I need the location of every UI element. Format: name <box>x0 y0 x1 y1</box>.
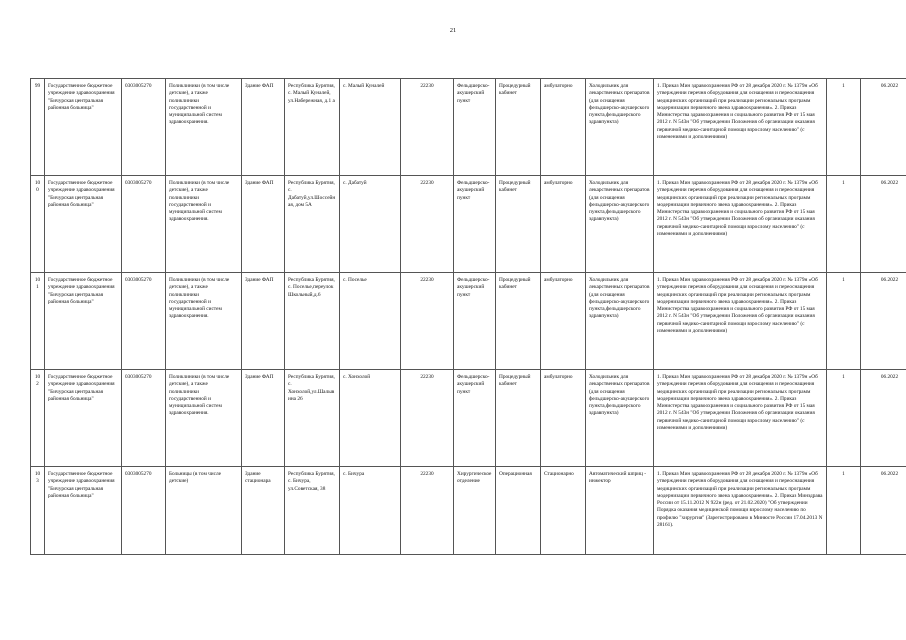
cell-date: 06.2022 <box>861 273 906 370</box>
cell-quantity: 1 <box>827 273 861 370</box>
cell-unit: Фельдшерско-акушерский пункт <box>454 273 496 370</box>
cell-locality: с. Бичура <box>340 467 401 555</box>
cell-care-type: амбулаторно <box>541 370 586 467</box>
cell-address: Республика Бурятия, с. Дабатуй,ул.Шоссейная, дом 5А <box>285 176 340 273</box>
table-row <box>31 467 906 555</box>
cell-facility-profile: Поликлиники (в том числе детские), а также поликлиники государственной и муниципальной систем здравоохранения. <box>166 79 242 176</box>
cell-row-number: 99 <box>31 79 45 176</box>
cell-legal-basis: 1. Приказ Мин здравоохранения РФ от 28 декабря 2020 г. № 1379н «Об утверждении перечня оборудования для оснащения и переоснащения медицинских организаций при реализации региональных программ модернизации первичного звена здравоохранения». 2. Приказ Минздрава России от 15.11.2012 N 922н (ред. от 21.02.2020) "Об утверждении Порядка оказания медицинской помощи взрослому населению по профилю "хирургия" (Зарегистрировано в Минюсте России 17.04.2013 N 28161). <box>654 467 827 555</box>
cell-postcode: 22230 <box>401 370 454 467</box>
cell-address: Республика Бурятия, с. Поселье,переулок Школьный,д.6 <box>285 273 340 370</box>
cell-date: 06.2022 <box>861 79 906 176</box>
cell-legal-basis: 1. Приказ Мин здравоохранения РФ от 28 декабря 2020 г. № 1379н «Об утверждении перечня оборудования для оснащения и переоснащения медицинских организаций при реализации региональных программ модернизации первичного звена здравоохранения». 2. Приказ Министерства здравоохранения и социального развития РФ от 15 мая 2012 г. N 543н "Об утверждении Положения об организации оказания первичной медико-санитарной помощи взрослому населению" (с изменениями и дополнениями) <box>654 176 827 273</box>
cell-quantity: 1 <box>827 176 861 273</box>
cell-address: Республика Бурятия, с. Малый Куналей, ул.Набережная, д.1 а <box>285 79 340 176</box>
cell-care-type: амбулаторно <box>541 79 586 176</box>
cell-organization: Государственное бюджетное учреждение здравоохранения "Бичурская центральная районная больница" <box>45 79 122 176</box>
cell-building: Здание ФАП <box>242 370 285 467</box>
cell-equipment: Холодильник для лекарственных препаратов (для оснащения фельдшерско-акушерского пункта,фельдшерского здравпункта) <box>586 176 654 273</box>
cell-facility-profile: Поликлиники (в том числе детские), а также поликлиники государственной и муниципальной систем здравоохранения. <box>166 273 242 370</box>
cell-inn: 0303005270 <box>122 273 166 370</box>
cell-care-type: Стационарно <box>541 467 586 555</box>
cell-legal-basis: 1. Приказ Мин здравоохранения РФ от 28 декабря 2020 г. № 1379н «Об утверждении перечня оборудования для оснащения и переоснащения медицинских организаций при реализации региональных программ модернизации первичного звена здравоохранения». 2. Приказ Министерства здравоохранения и социального развития РФ от 15 мая 2012 г. N 543н "Об утверждении Положения об организации оказания первичной медико-санитарной помощи взрослому населению" (с изменениями и дополнениями) <box>654 79 827 176</box>
cell-postcode: 22230 <box>401 176 454 273</box>
cell-room: Процедурный кабинет <box>496 370 541 467</box>
cell-date: 06.2022 <box>861 176 906 273</box>
cell-equipment: Холодильник для лекарственных препаратов (для оснащения фельдшерско-акушерского пункта,фельдшерского здравпункта) <box>586 79 654 176</box>
cell-row-number: 102 <box>31 370 45 467</box>
cell-inn: 0303005270 <box>122 370 166 467</box>
cell-quantity: 1 <box>827 370 861 467</box>
table-row <box>31 176 906 273</box>
table-row <box>31 273 906 370</box>
table-row <box>31 370 906 467</box>
cell-legal-basis: 1. Приказ Мин здравоохранения РФ от 28 декабря 2020 г. № 1379н «Об утверждении перечня оборудования для оснащения и переоснащения медицинских организаций при реализации региональных программ модернизации первичного звена здравоохранения». 2. Приказ Министерства здравоохранения и социального развития РФ от 15 мая 2012 г. N 543н "Об утверждении Положения об организации оказания первичной медико-санитарной помощи взрослому населению" (с изменениями и дополнениями) <box>654 370 827 467</box>
cell-row-number: 101 <box>31 273 45 370</box>
cell-locality: с. Поселье <box>340 273 401 370</box>
equipment-registry-table <box>30 78 906 555</box>
cell-row-number: 103 <box>31 467 45 555</box>
cell-inn: 0303005270 <box>122 176 166 273</box>
cell-date: 06.2022 <box>861 467 906 555</box>
cell-organization: Государственное бюджетное учреждение здравоохранения "Бичурская центральная районная больница" <box>45 467 122 555</box>
cell-locality: с. Малый Куналей <box>340 79 401 176</box>
cell-locality: с. Хонхолой <box>340 370 401 467</box>
cell-room: Процедурный кабинет <box>496 79 541 176</box>
cell-unit: Фельдшерско-акушерский пункт <box>454 176 496 273</box>
cell-room: Операционная <box>496 467 541 555</box>
page-number: 21 <box>449 27 457 34</box>
cell-unit: Хирургическое отделение <box>454 467 496 555</box>
cell-building: Здание ФАП <box>242 176 285 273</box>
cell-organization: Государственное бюджетное учреждение здравоохранения "Бичурская центральная районная больница" <box>45 370 122 467</box>
cell-room: Процедурный кабинет <box>496 176 541 273</box>
cell-organization: Государственное бюджетное учреждение здравоохранения "Бичурская центральная районная больница" <box>45 273 122 370</box>
cell-inn: 0303005270 <box>122 79 166 176</box>
cell-facility-profile: Поликлиники (в том числе детские), а также поликлиники государственной и муниципальной систем здравоохранения. <box>166 176 242 273</box>
cell-care-type: амбулаторно <box>541 176 586 273</box>
cell-building: Здание ФАП <box>242 273 285 370</box>
cell-address: Республика Бурятия, с. Хонхолой,ул.Шалывина 26 <box>285 370 340 467</box>
cell-unit: Фельдшерско-акушерский пункт <box>454 370 496 467</box>
cell-row-number: 100 <box>31 176 45 273</box>
cell-building: Здание ФАП <box>242 79 285 176</box>
cell-unit: Фельдшерско-акушерский пункт <box>454 79 496 176</box>
cell-quantity: 1 <box>827 467 861 555</box>
cell-equipment: Холодильник для лекарственных препаратов (для оснащения фельдшерско-акушерского пункта,фельдшерского здравпункта) <box>586 370 654 467</box>
cell-facility-profile: Поликлиники (в том числе детские), а также поликлиники государственной и муниципальной систем здравоохранения. <box>166 370 242 467</box>
cell-organization: Государственное бюджетное учреждение здравоохранения "Бичурская центральная районная больница" <box>45 176 122 273</box>
cell-locality: с. Дабатуй <box>340 176 401 273</box>
cell-address: Республика Бурятия, с. Бичура, ул.Советская, 38 <box>285 467 340 555</box>
cell-date: 06.2022 <box>861 370 906 467</box>
cell-building: Здание стационара <box>242 467 285 555</box>
cell-care-type: амбулаторно <box>541 273 586 370</box>
table-row <box>31 79 906 176</box>
cell-equipment: Холодильник для лекарственных препаратов (для оснащения фельдшерско-акушерского пункта,фельдшерского здравпункта) <box>586 273 654 370</box>
cell-postcode: 22230 <box>401 467 454 555</box>
cell-room: Процедурный кабинет <box>496 273 541 370</box>
cell-postcode: 22230 <box>401 79 454 176</box>
cell-quantity: 1 <box>827 79 861 176</box>
cell-inn: 0303005270 <box>122 467 166 555</box>
cell-facility-profile: Больницы (в том числе детские) <box>166 467 242 555</box>
cell-postcode: 22230 <box>401 273 454 370</box>
cell-equipment: Автоматический шприц - инжектор <box>586 467 654 555</box>
cell-legal-basis: 1. Приказ Мин здравоохранения РФ от 28 декабря 2020 г. № 1379н «Об утверждении перечня оборудования для оснащения и переоснащения медицинских организаций при реализации региональных программ модернизации первичного звена здравоохранения». 2. Приказ Министерства здравоохранения и социального развития РФ от 15 мая 2012 г. N 543н "Об утверждении Положения об организации оказания первичной медико-санитарной помощи взрослому населению" (с изменениями и дополнениями) <box>654 273 827 370</box>
